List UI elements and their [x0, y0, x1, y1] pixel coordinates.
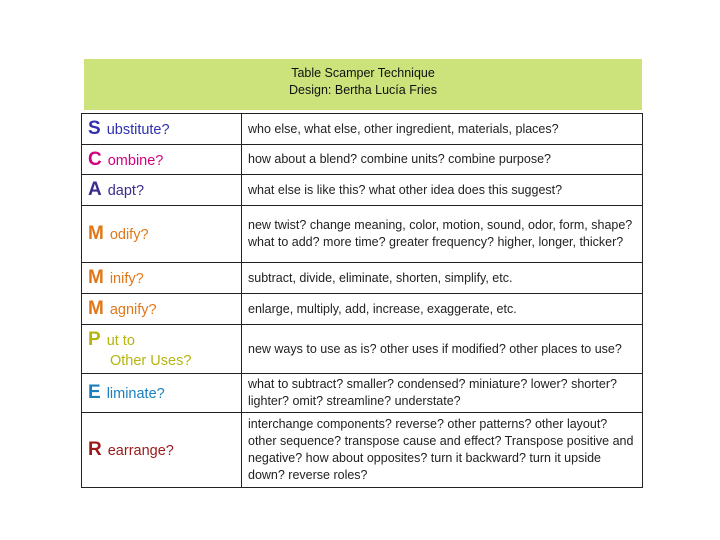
scamper-table: [81, 113, 643, 488]
term-remainder: earrange?: [107, 443, 174, 459]
term-remainder: inify?: [109, 271, 144, 287]
table-row: [82, 263, 643, 294]
scamper-question: who else, what else, other ingredient, materials, places?: [242, 114, 643, 145]
term-remainder: ut to: [106, 333, 135, 349]
author-text: Design: Bertha Lucía Fries: [289, 83, 437, 97]
scamper-question: what else is like this? what other idea does this suggest?: [242, 175, 643, 206]
term-remainder: odify?: [109, 227, 149, 243]
scamper-term: [82, 263, 242, 294]
initial-letter: M: [88, 223, 104, 244]
scamper-term: [82, 206, 242, 263]
scamper-term: [82, 175, 242, 206]
scamper-question: new twist? change meaning, color, motion, sound, odor, form, shape? what to add? more time? greater frequency? higher, longer, thicker?: [242, 206, 643, 263]
table-row: [82, 413, 643, 488]
term-remainder-line2: Other Uses?: [110, 353, 192, 369]
term-remainder: ubstitute?: [106, 122, 170, 138]
initial-letter: A: [88, 179, 102, 200]
initial-letter: E: [88, 382, 101, 403]
scamper-question: subtract, divide, eliminate, shorten, simplify, etc.: [242, 263, 643, 294]
table-row: [82, 175, 643, 206]
initial-letter: S: [88, 118, 101, 139]
table-row: [82, 374, 643, 413]
scamper-question: enlarge, multiply, add, increase, exaggerate, etc.: [242, 294, 643, 325]
term-remainder: dapt?: [107, 183, 145, 199]
table-row: [82, 325, 643, 374]
term-remainder: ombine?: [107, 152, 164, 169]
scamper-question: interchange components? reverse? other patterns? other layout? other sequence? transpose cause and effect? Transpose positive and negative? how about opposites? turn it backward? turn it upside down? reverse roles?: [242, 413, 643, 488]
table-row: [82, 114, 643, 145]
scamper-term: [82, 325, 242, 374]
scamper-question: new ways to use as is? other uses if modified? other places to use?: [242, 325, 643, 374]
initial-letter: C: [88, 148, 102, 170]
scamper-term: [82, 114, 242, 145]
term-remainder: liminate?: [106, 386, 165, 402]
scamper-question: what to subtract? smaller? condensed? miniature? lower? shorter? lighter? omit? streamline? understate?: [242, 374, 643, 413]
title-text: Table Scamper Technique: [291, 66, 435, 80]
initial-letter: M: [88, 267, 104, 288]
scamper-term: [82, 374, 242, 413]
scamper-term: [82, 413, 242, 488]
initial-letter: P: [88, 329, 101, 350]
scamper-question: how about a blend? combine units? combine purpose?: [242, 145, 643, 175]
scamper-term: [82, 145, 242, 175]
title-banner: [84, 59, 642, 110]
table-row: [82, 294, 643, 325]
table-row: [82, 206, 643, 263]
initial-letter: M: [88, 298, 104, 319]
initial-letter: R: [88, 439, 102, 460]
scamper-term: [82, 294, 242, 325]
term-remainder: agnify?: [109, 302, 157, 318]
table-row: [82, 145, 643, 175]
